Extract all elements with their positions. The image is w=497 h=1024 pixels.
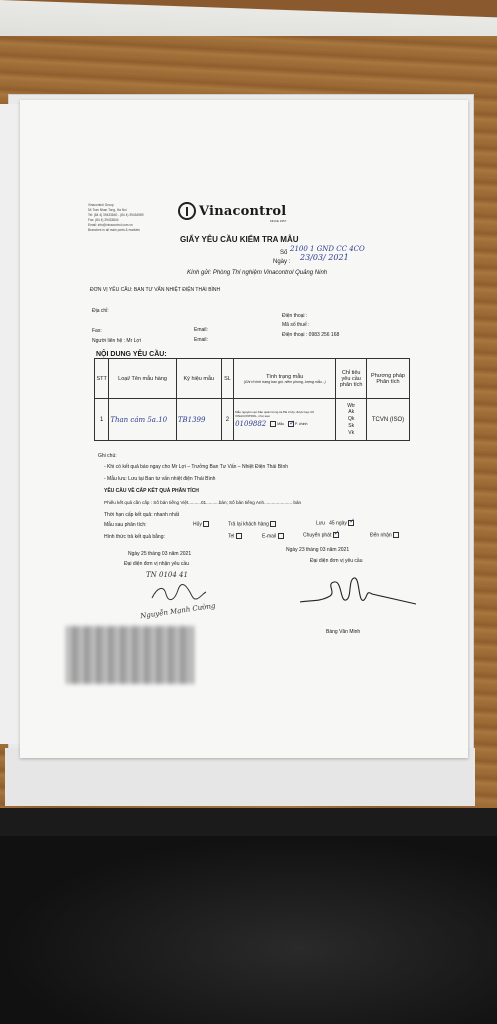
col-tinh-trang [234,359,336,399]
phieu-ket-qua: Phiếu kết quả cần cấp : Số bản tiếng Việt..........01..........bản; Số bản tiếng Anh...................... bản [104,500,302,505]
left-code: TN 0104 41 [146,571,188,579]
option-label: Hủy [193,521,202,528]
email-label: Email: [194,327,208,333]
cell-phuong-phap: TCVN (ISO) [367,399,410,441]
cell-ky-hieu: TB1399 [176,399,221,441]
redacted-stamp [66,626,194,684]
noi-dung-heading: NỘI DUNG YÊU CẦU: [96,351,167,358]
kinh-gui: Kính gửi: Phòng Thí nghiệm Vinacontrol Quảng Ninh [187,270,328,276]
dien-thoai-2: Điện thoại : 0983 256 168 [282,332,340,338]
chi-tieu-item: Sk [348,422,355,429]
ma-so-thue-label: Mã số thuế : [282,322,310,328]
company-line: Tel: (84 4) 39433840 - (84 4) 39434989 [88,213,144,217]
company-line: Fax: (84 4) 39433844 [88,218,119,222]
checkbox [270,521,276,527]
col-phuong-phap: Phương pháp Phân tích [367,359,410,399]
option-pchi [288,421,307,427]
fax-label: Fax: [92,328,102,334]
checkbox [203,521,209,527]
option-label: Trả lại khách hàng [228,521,269,528]
option-mau [270,421,284,427]
cell-tinh-trang [234,399,336,441]
option-luu [316,520,354,526]
yeu-cau-cap-heading: YÊU CẦU VỀ CẤP KẾT QUẢ PHÂN TÍCH [104,488,199,494]
document-title: GIẤY YÊU CẦU KIỂM TRA MẪU [180,235,299,244]
option-label: Lưu [316,520,325,527]
option-den-nhan [370,532,399,538]
option-label: Đến nhận [370,532,392,539]
option-tra-lai [228,521,276,527]
sample-table [94,358,410,441]
ngay-label: Ngày : [273,259,291,265]
so-value: 2100 1 GND CC 4CO [290,245,365,253]
vinacontrol-logo [178,202,287,223]
option-label: P. chính [295,422,308,427]
company-line: Vinacontrol Group [88,203,114,207]
table-row [95,399,410,441]
col-tinh-trang-label: Tình trạng mẫu [266,373,304,380]
ngay-value: 23/03/ 2021 [300,253,349,262]
checkbox-checked [288,421,294,427]
option-email [262,533,284,539]
note-line: - Khi có kết quả báo ngay cho Mr Lợi – Trưởng Ban Tư Vấn – Nhiệt Điện Thái Bình [104,464,288,470]
option-label: Tel [228,533,235,540]
right-name: Bàng Văn Minh [326,629,361,635]
option-tel [228,533,242,539]
right-signature [296,572,420,612]
option-label: E-mail [262,533,277,540]
left-date: Ngày 25 tháng 03 năm 2021 [128,551,192,557]
company-line: 54 Tran Nhan Tong, Ha Noi [88,208,127,212]
col-stt: STT [95,359,109,399]
table-header-row [95,359,410,399]
chi-tieu-item: Qk [347,416,355,423]
logo-sub: SINCE 1957 [269,219,287,223]
checkbox [393,532,399,538]
col-chi-tieu: Chỉ tiêu yêu cầu phân tích [336,359,367,399]
dia-chi-label: Địa chỉ: [92,308,109,314]
col-tinh-trang-note: (Ghi rõ tình trạng bao gói, niêm phong, lượng mẫu...) [243,379,326,384]
thoi-han: Thời hạn cấp kết quả: nhanh nhất [104,512,179,518]
option-huy [193,521,209,527]
cell-stt: 1 [95,399,109,441]
checkbox [236,533,242,539]
logo-text: Vinacontrol [199,203,287,219]
left-handwritten-name: Nguyễn Mạnh Cường [139,601,216,621]
company-line: Email: info@vinacontrol.com.vn [88,223,133,227]
note-line: - Mẫu lưu: Lưu tại Ban tư vấn nhiệt điện Thái Bình [104,476,216,482]
nguoi-lien-he: Người liên hệ : Mr Lợi [92,338,141,344]
don-vi-yeu-cau: ĐƠN VỊ YÊU CẦU: BAN TƯ VẤN NHIỆT ĐIỆN THÁI BÌNH [90,287,221,293]
checkbox [278,533,284,539]
col-ten: Loại/ Tên mẫu hàng [109,359,177,399]
luu-days: 45 ngày [329,520,347,527]
tinh-trang-note: Mẫu nguyên vẹn bảo quản trong túi PE 2 lớp, được kẹp chì VINACONTROL, như sau: [235,409,315,418]
dark-cloth [0,836,497,1024]
cell-ten: Than cám 5a.10 [109,399,177,441]
col-sl: SL [221,359,233,399]
chi-tieu-item: Vk [348,429,355,436]
chi-tieu-item: Wtr [347,402,356,409]
checkbox-checked [333,532,339,538]
option-chuyen-phat [303,532,339,538]
checkbox [270,421,276,427]
right-role: Đại diện đơn vị yêu cầu [310,558,363,564]
so-label: Số [280,250,288,256]
col-ky-hieu: Ký hiệu mẫu [176,359,221,399]
ghi-chu: Ghi chú: [98,453,117,459]
company-line: Branches in all main ports & markets [88,228,140,232]
checkbox-checked [348,520,354,526]
right-date: Ngày 23 tháng 03 năm 2021 [286,547,350,553]
hinh-thuc-label: Hình thức trả kết quả bằng: [104,534,165,540]
scales-icon [178,202,196,220]
option-label: Chuyển phát [303,532,332,539]
cell-chi-tieu [336,399,367,441]
email-label-2: Email: [194,337,208,343]
left-signature [148,582,208,604]
mau-sau-label: Mẫu sau phân tích: [104,522,147,528]
left-role: Đại diện đơn vị nhận yêu cầu [124,561,189,567]
dien-thoai-label: Điện thoại : [282,313,308,319]
option-label: Mẫu [277,422,285,427]
cell-sl: 2 [221,399,233,441]
chi-tieu-item: Ak [348,409,355,416]
seal-number: 0109882 [235,420,267,429]
